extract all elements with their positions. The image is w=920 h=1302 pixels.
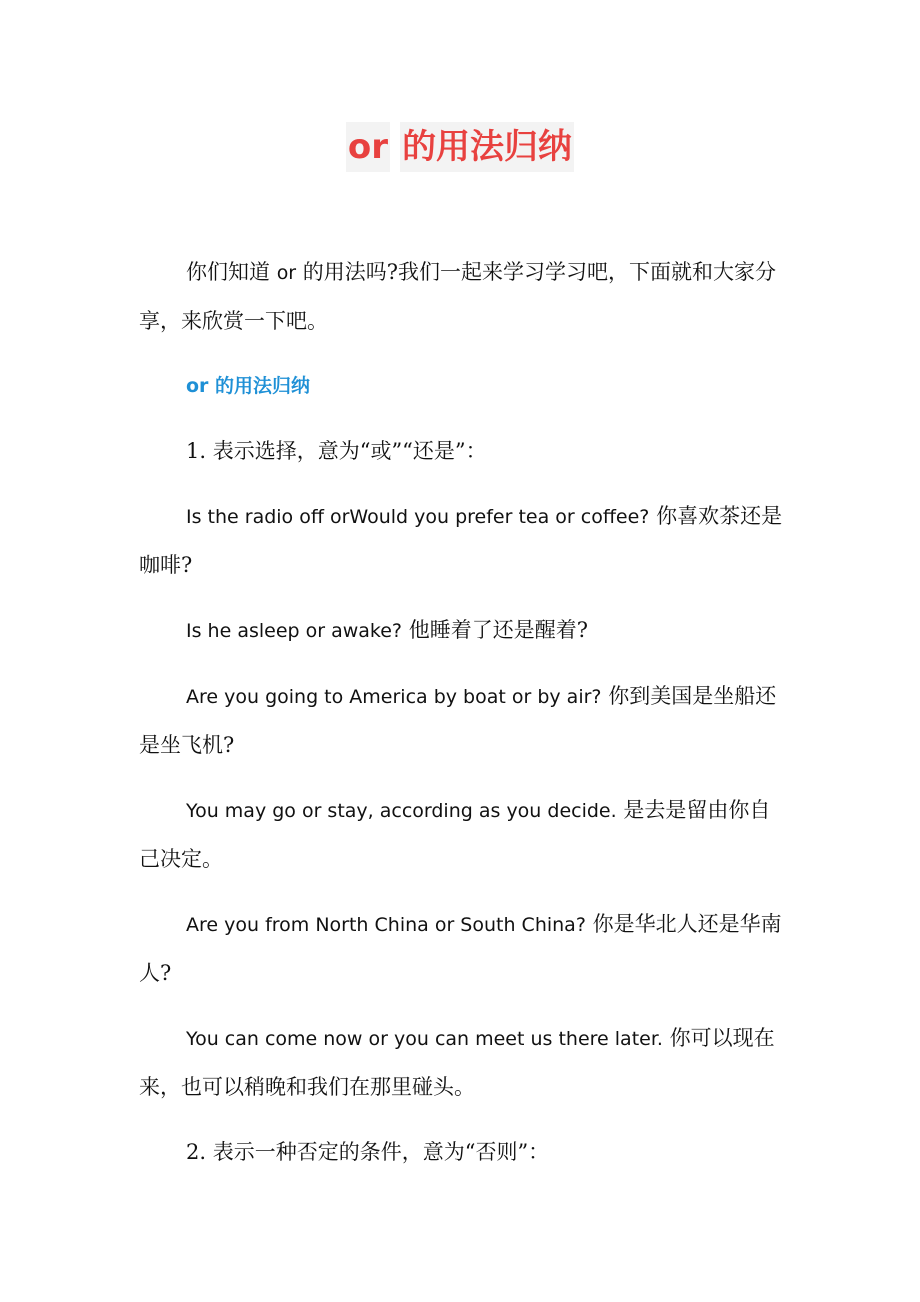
intro-en: or <box>276 262 297 284</box>
example-en: You can come now or you can meet us there later. <box>186 1028 663 1050</box>
example-en: You may go or stay, according as you decide. <box>186 800 617 822</box>
example-paragraph <box>139 900 784 997</box>
example-zh: 你是华北人还是华南人? <box>139 912 782 985</box>
example-paragraph <box>139 1014 784 1111</box>
intro-after: 的用法吗?我们一起来学习学习吧，下面就和大家分享，来欣赏一下吧。 <box>139 260 777 333</box>
item-1: 1. 表示选择，意为“或”“还是”： <box>186 439 487 463</box>
title-part-usage: 的用法归纳 <box>400 122 574 172</box>
example-paragraph <box>139 672 784 769</box>
example-paragraph <box>139 786 784 883</box>
intro-before: 你们知道 <box>186 260 277 284</box>
example-zh: 他睡着了还是醒着? <box>402 618 588 642</box>
example-en: Are you from North China or South China? <box>186 914 586 936</box>
example-en: Is the radio off orWould you prefer tea or coffee? <box>186 506 650 528</box>
document-title <box>0 122 920 172</box>
example-zh: 你可以现在来，也可以稍晚和我们在那里碰头。 <box>139 1026 775 1099</box>
example-en: Is he asleep or awake? <box>186 620 403 642</box>
example-zh: 你到美国是坐船还是坐飞机? <box>139 684 777 757</box>
document-body <box>139 248 784 1193</box>
example-zh: 是去是留由你自己决定。 <box>139 798 771 871</box>
item-2: 2. 表示一种否定的条件，意为“否则”： <box>186 1140 550 1164</box>
section-heading: or 的用法归纳 <box>186 375 311 397</box>
example-zh: 你喜欢茶还是咖啡? <box>139 504 783 577</box>
example-en: Are you going to America by boat or by air? <box>186 686 602 708</box>
example-paragraph <box>139 606 784 655</box>
example-paragraph <box>139 492 784 589</box>
intro-paragraph <box>139 248 784 345</box>
title-part-or: or <box>346 122 390 172</box>
